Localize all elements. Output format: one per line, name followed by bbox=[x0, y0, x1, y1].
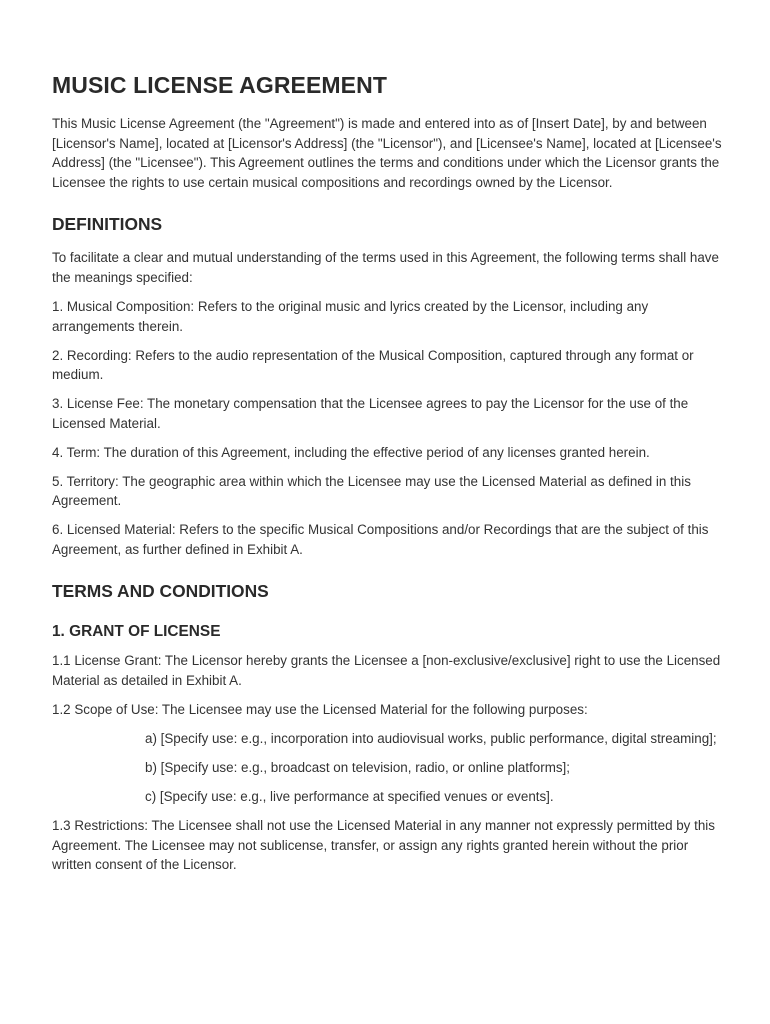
definition-item: 4. Term: The duration of this Agreement, including the effective period of any licenses granted herein. bbox=[52, 444, 650, 460]
restrictions-paragraph: 1.3 Restrictions: The Licensee shall not use the Licensed Material in any manner not expressly permitted by this Agreement. The Licensee may not sublicense, transfer, or assign any rights granted herein without the prior written consent of the Licensor. bbox=[52, 817, 715, 873]
scope-use-item: c) [Specify use: e.g., live performance at specified venues or events]. bbox=[145, 788, 554, 804]
intro-paragraph: This Music License Agreement (the "Agreement") is made and entered into as of [Insert Date], by and between [Licensor's Name], located at [Licensor's Address] (the "Licensor"), and [Licensee's Name], located at [Licensee's Address] (the "Licensee"). This Agreement outlines the terms and conditions under which the Licensor grants the Licensee the rights to use certain musical compositions and recordings owned by the Licensor. bbox=[52, 116, 722, 190]
document-title: MUSIC LICENSE AGREEMENT bbox=[52, 72, 387, 98]
definition-item: 5. Territory: The geographic area within which the Licensee may use the Licensed Material as defined in this Agreement. bbox=[52, 473, 691, 509]
terms-heading: TERMS AND CONDITIONS bbox=[52, 581, 269, 602]
scope-use-item: b) [Specify use: e.g., broadcast on television, radio, or online platforms]; bbox=[145, 759, 571, 775]
grant-of-license-heading: 1. GRANT OF LICENSE bbox=[52, 623, 221, 641]
document-page bbox=[52, 70, 724, 884]
license-grant-paragraph: 1.1 License Grant: The Licensor hereby grants the Licensee a [non-exclusive/exclusive] right to use the Licensed Material as detailed in Exhibit A. bbox=[52, 653, 721, 689]
definitions-intro: To facilitate a clear and mutual understanding of the terms used in this Agreement, the following terms shall have the meanings specified: bbox=[52, 250, 719, 285]
definition-item: 6. Licensed Material: Refers to the specific Musical Compositions and/or Recordings that are the subject of this Agreement, as further defined in Exhibit A. bbox=[52, 522, 709, 557]
scope-use-item: a) [Specify use: e.g., incorporation into audiovisual works, public performance, digital streaming]; bbox=[145, 731, 717, 746]
definition-item: 1. Musical Composition: Refers to the original music and lyrics created by the Licensor, including any arrangements therein. bbox=[52, 298, 649, 334]
definition-item: 3. License Fee: The monetary compensation that the Licensee agrees to pay the Licensor for the use of the Licensed Material. bbox=[52, 396, 689, 431]
scope-of-use-paragraph: 1.2 Scope of Use: The Licensee may use the Licensed Material for the following purposes: bbox=[52, 702, 588, 718]
definitions-heading: DEFINITIONS bbox=[52, 214, 163, 235]
definition-item: 2. Recording: Refers to the audio representation of the Musical Composition, captured through any format or medium. bbox=[52, 347, 694, 383]
